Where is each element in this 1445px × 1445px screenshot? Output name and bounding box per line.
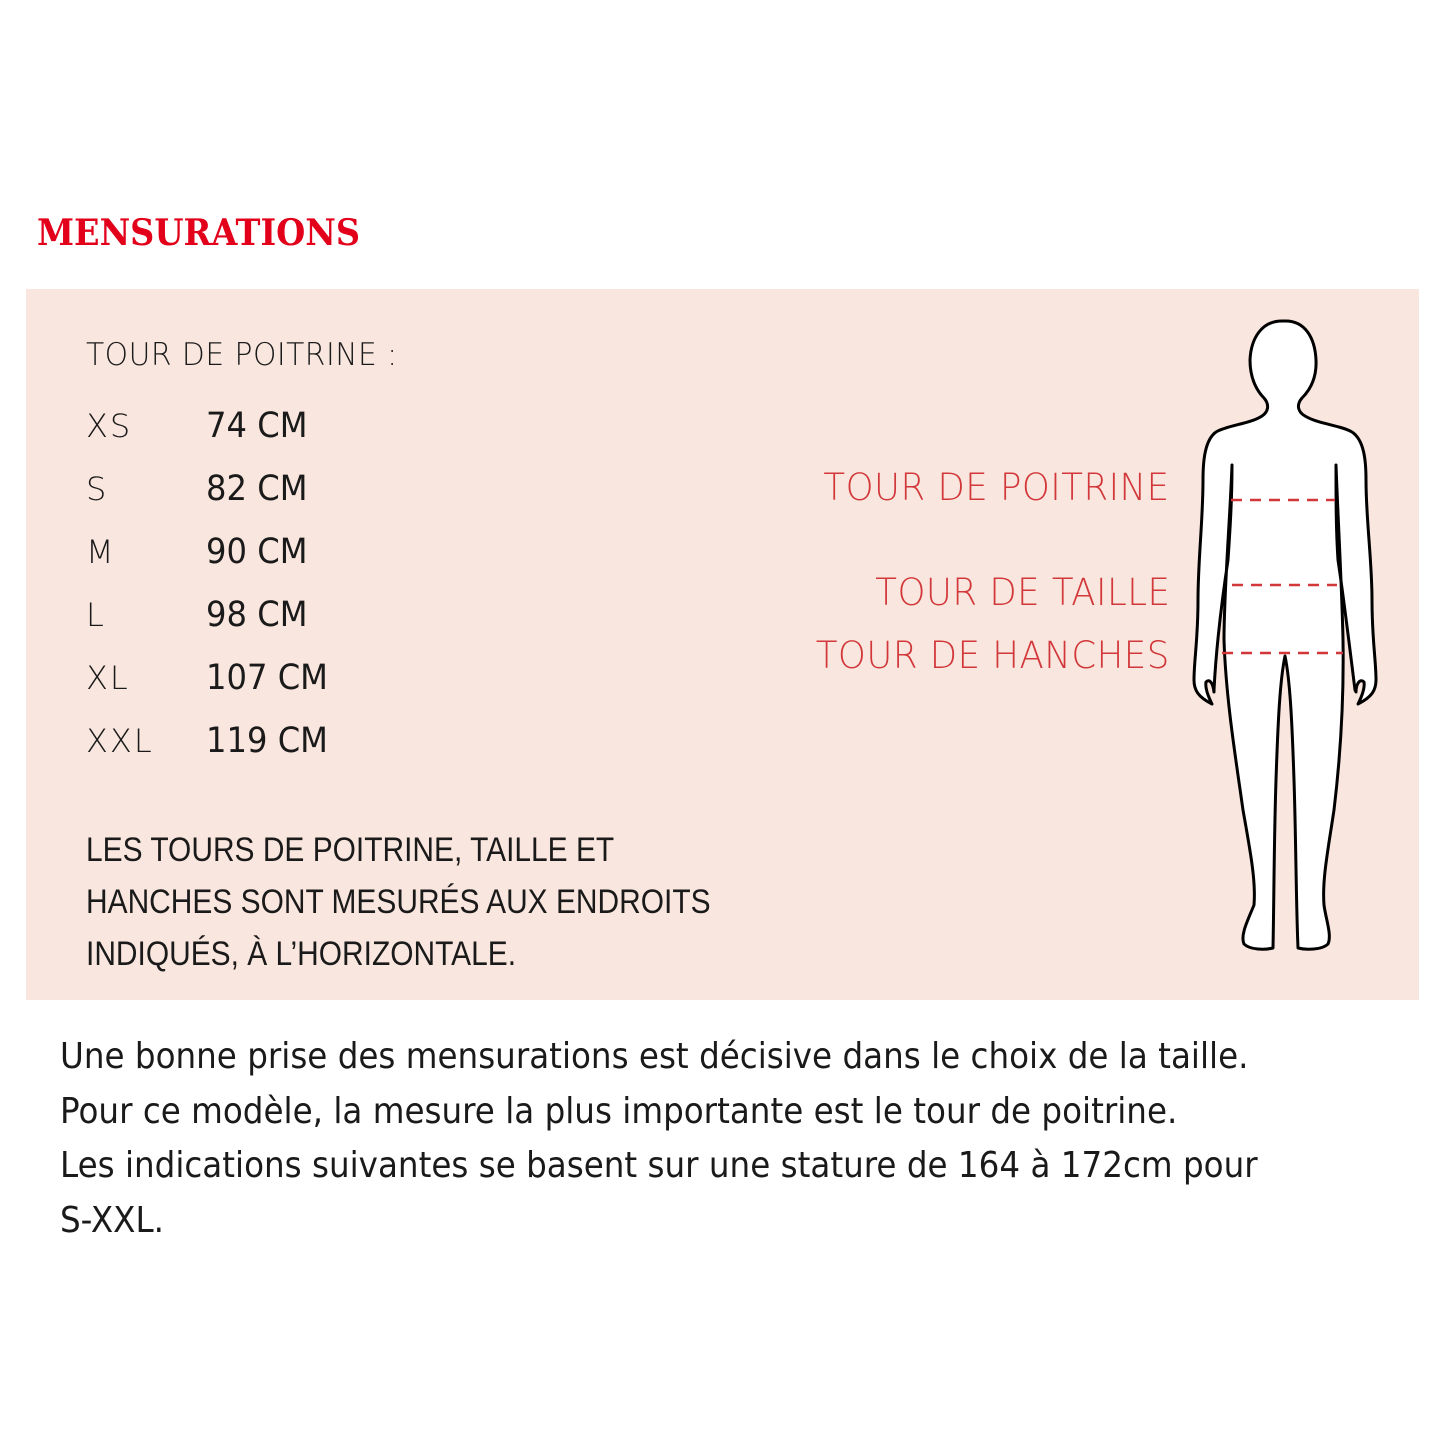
page-title: MENSURATIONS: [37, 212, 361, 254]
hips-label: TOUR DE HANCHES: [816, 634, 1170, 677]
size-table: [86, 394, 339, 772]
note-line: LES TOURS DE POITRINE, TAILLE ET: [86, 831, 615, 869]
size-row-l: [86, 583, 339, 646]
note-line: HANCHES SONT MESURÉS AUX ENDROITS: [86, 883, 711, 921]
size-value: 107 CM: [206, 657, 328, 698]
size-label: XL: [86, 658, 130, 697]
size-value: 74 CM: [206, 405, 308, 446]
note-line: INDIQUÉS, À L’HORIZONTALE.: [86, 935, 517, 973]
measurement-note: [86, 824, 720, 980]
size-row-s: [86, 457, 339, 520]
size-row-m: [86, 520, 339, 583]
size-label: XXL: [86, 721, 154, 760]
waist-label: TOUR DE TAILLE: [874, 571, 1170, 614]
measure-heading: TOUR DE POITRINE :: [86, 337, 398, 373]
size-label: XS: [86, 406, 133, 445]
size-value: 119 CM: [206, 720, 328, 761]
intro-paragraph: [60, 1030, 1309, 1248]
intro-line: Pour ce modèle, la mesure la plus importante est le tour de poitrine.: [60, 1090, 1178, 1132]
size-value: 98 CM: [206, 594, 308, 635]
size-label: M: [86, 532, 116, 571]
intro-line: Les indications suivantes se basent sur une stature de 164 à 172cm pour: [60, 1145, 1258, 1186]
size-row-xs: [86, 394, 339, 457]
body-silhouette-icon: [1180, 310, 1400, 970]
size-row-xxl: [86, 709, 339, 772]
size-label: L: [86, 595, 106, 634]
size-value: 82 CM: [206, 468, 308, 509]
chest-label: TOUR DE POITRINE: [823, 466, 1170, 509]
size-row-xl: [86, 646, 339, 709]
intro-line: Une bonne prise des mensurations est décisive dans le choix de la taille.: [60, 1036, 1249, 1077]
size-label: S: [86, 469, 109, 508]
intro-line: S-XXL.: [60, 1199, 164, 1241]
size-value: 90 CM: [206, 531, 308, 572]
